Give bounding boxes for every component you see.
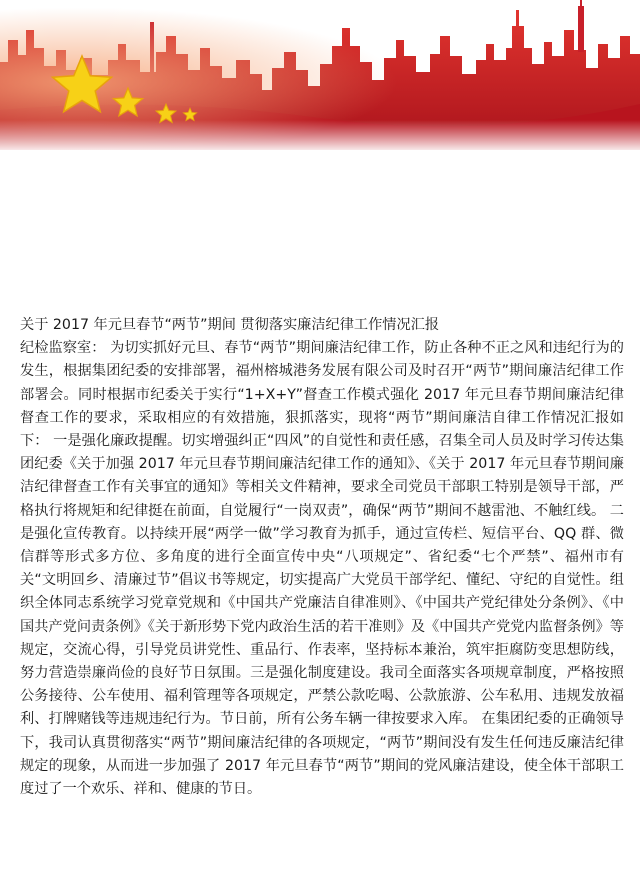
header-banner [0,0,640,150]
document-body [20,314,624,801]
skyline-image [0,0,640,150]
document-text: 纪检监察室： 为切实抓好元旦、春节“两节”期间廉洁纪律工作，防止各种不正之风和违纪行为的发生，根据集团纪委的安排部署，福州榕城港务发展有限公司及时召开“两节”期间廉洁纪律工作部署会。同时根据市纪委关于实行“1+X+Y”督查工作模式强化 2017 年元旦春节期间廉洁纪律督查工作的要求，采取相应的有效措施，狠抓落实，现将“两节”期间廉洁自律工作情况汇报如下： 一是强化廉政提醒。切实增强纠正“四风”的自觉性和责任感，召集全司人员及时学习传达集团纪委《关于加强 2017 年元旦春节期间廉洁纪律工作的通知》、《关于 2017 年元旦春节期间廉洁纪律督查工作有关事宜的通知》等相关文件精神，要求全司党员干部职工特别是领导干部，严格执行将规矩和纪律挺在前面，自觉履行“一岗双责”，确保“两节”期间不越雷池、不触红线。 二是强化宣传教育。以持续开展“两学一做”学习教育为抓手，通过宣传栏、短信平台、QQ 群、微信群等形式多方位、多角度的进行全面宣传中央“八项规定”、省纪委“七个严禁”、福州市有关“文明回乡、清廉过节”倡议书等规定，切实提高广大党员干部学纪、懂纪、守纪的自觉性。组织全体同志系统学习党章党规和《中国共产党廉洁自律准则》、《中国共产党纪律处分条例》、《中国共产党问责条例》《关于新形势下党内政治生活的若干准则》及《中国共产党党内监督条例》等规定，交流心得，引导党员讲党性、重品行、作表率，坚持标本兼治，筑牢拒腐防变思想防线，努力营造崇廉尚俭的良好节日氛围。三是强化制度建设。我司全面落实各项规章制度，严格按照公务接待、公车使用、福利管理等各项规定，严禁公款吃喝、公款旅游、公车私用、违规发放福利、打牌赌钱等违规违纪行为。节日前，所有公务车辆一律按要求入库。 在集团纪委的正确领导下，我司认真贯彻落实“两节”期间廉洁纪律的各项规定，“两节”期间没有发生任何违反廉洁纪律规定的现象，从而进一步加强了 2017 年元旦春节“两节”期间的党风廉洁建设，使全体干部职工度过了一个欢乐、祥和、健康的节日。 [20,340,624,798]
document-title: 关于 2017 年元旦春节“两节”期间 贯彻落实廉洁纪律工作情况汇报 [20,317,440,333]
